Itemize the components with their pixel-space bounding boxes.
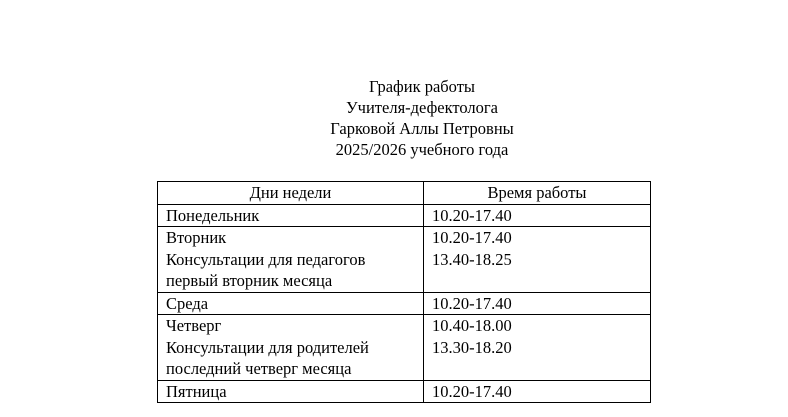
time-cell [424, 315, 651, 381]
time-value: 10.20-17.40 [432, 381, 512, 401]
table-row [158, 315, 651, 381]
title-line-2: Учителя-дефектолога [346, 98, 498, 117]
time-value: 10.40-18.00 [432, 316, 512, 335]
consultation-note: последний четверг месяца [166, 359, 352, 378]
title-line-4: 2025/2026 учебного года [335, 140, 509, 159]
consultation-label: Консультации для педагогов [166, 249, 366, 269]
day-cell [158, 227, 424, 293]
header-days: Дни недели [158, 182, 424, 205]
consultation-label: Консультации для родителей [166, 337, 369, 357]
table-row [158, 380, 651, 403]
day-cell [158, 204, 424, 227]
consultation-time: 13.40-18.25 [432, 249, 512, 269]
day-name: Понедельник [166, 205, 260, 225]
time-value: 10.20-17.40 [432, 293, 512, 313]
header-time: Время работы [424, 182, 651, 205]
title-line-1: График работы [368, 77, 476, 96]
time-value: 10.20-17.40 [432, 205, 512, 225]
day-name: Вторник [166, 228, 227, 247]
time-cell [424, 292, 651, 315]
day-name: Пятница [166, 381, 227, 401]
day-cell [158, 315, 424, 381]
document-title [222, 76, 622, 160]
table-header-row [158, 182, 651, 205]
consultation-time: 13.30-18.20 [432, 337, 512, 357]
table-row [158, 292, 651, 315]
time-cell [424, 204, 651, 227]
table-row [158, 227, 651, 293]
schedule-table [157, 181, 651, 403]
time-cell [424, 227, 651, 293]
day-name: Четверг [166, 316, 222, 335]
table-row [158, 204, 651, 227]
time-value: 10.20-17.40 [432, 228, 512, 247]
day-name: Среда [166, 293, 209, 313]
time-cell [424, 380, 651, 403]
day-cell [158, 380, 424, 403]
consultation-note: первый вторник месяца [166, 271, 333, 290]
day-cell [158, 292, 424, 315]
title-line-3: Гарковой Аллы Петровны [330, 119, 514, 138]
